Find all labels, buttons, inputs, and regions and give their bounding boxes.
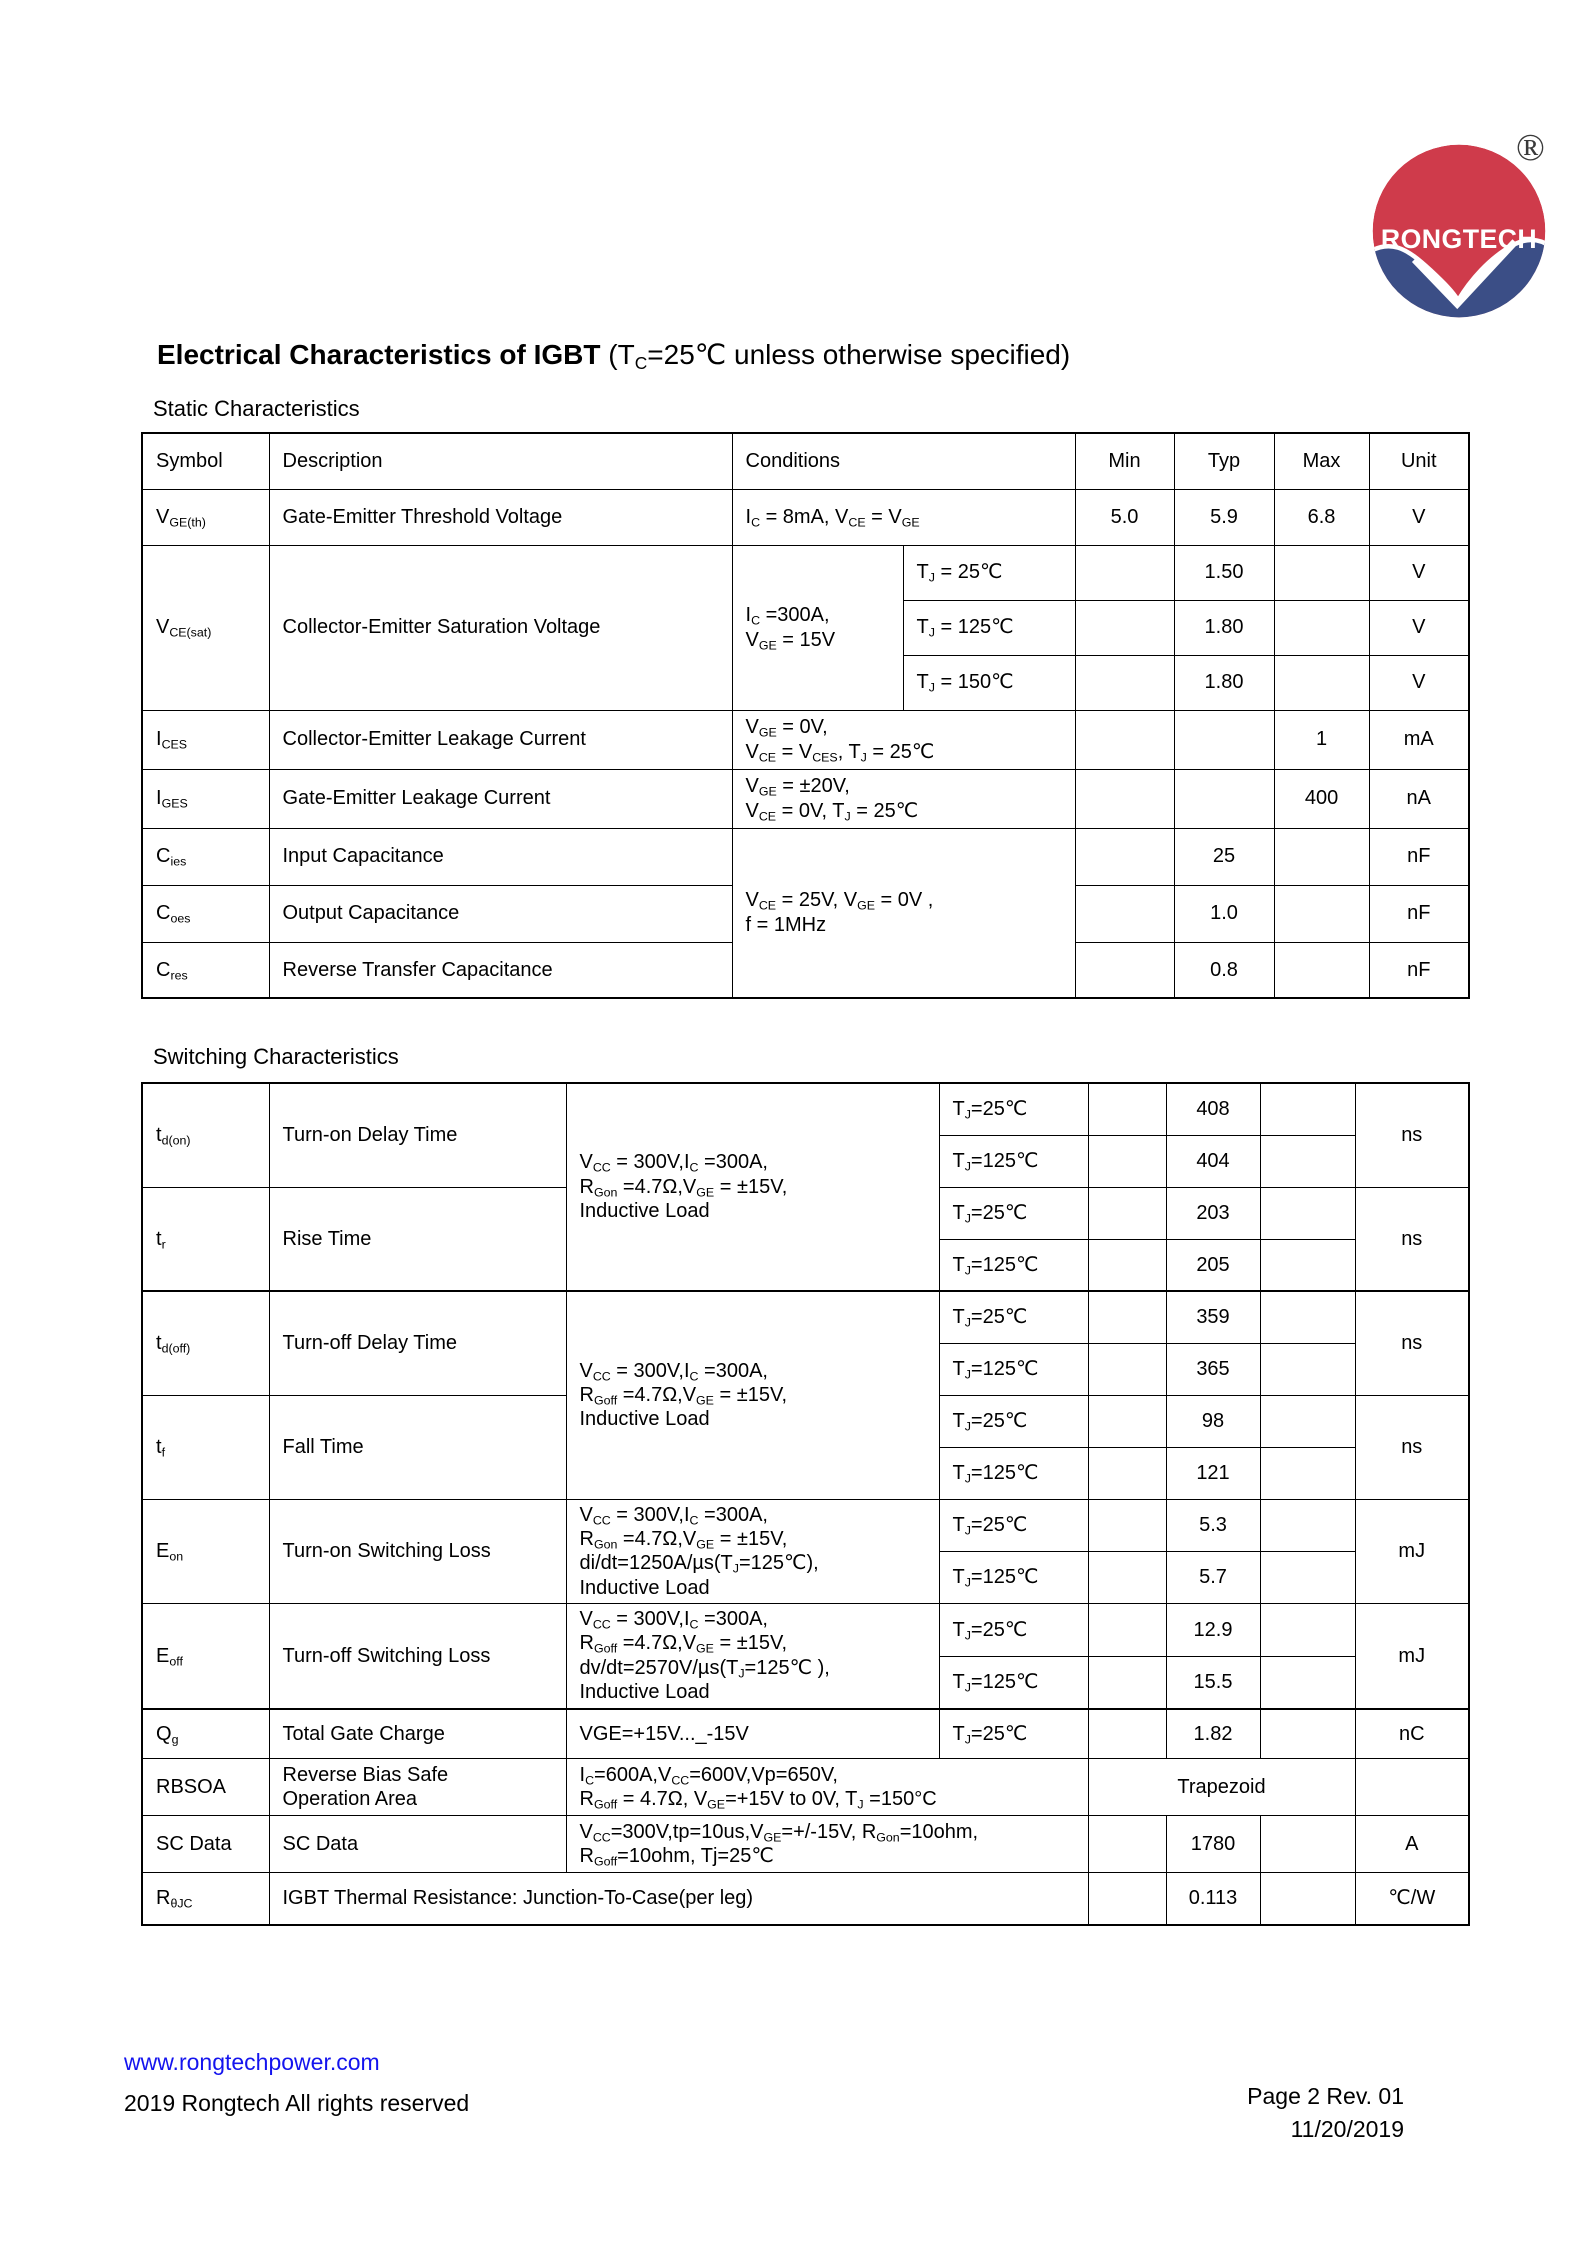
typ-cell: 5.3 — [1166, 1499, 1260, 1551]
min-cell — [1088, 1551, 1166, 1603]
description-cell: Reverse Transfer Capacitance — [269, 942, 732, 998]
tj-cell: $T_J=25℃$ — [939, 1395, 1088, 1447]
min-cell — [1075, 769, 1174, 828]
tj-cell: $T_J$ = 150℃ — [903, 655, 1075, 710]
symbol-cell: $R_{\theta JC}$ — [142, 1873, 269, 1925]
typ-cell: 12.9 — [1166, 1604, 1260, 1657]
min-cell — [1075, 655, 1174, 710]
unit-cell — [1355, 1759, 1469, 1816]
symbol-cell: $Q_g$ — [142, 1709, 269, 1759]
min-cell: 5.0 — [1075, 489, 1174, 545]
conditions-cell: $I_C = 8mA$, $V_{CE} = V_{GE}$ — [732, 489, 1075, 545]
rongtech-logo — [1370, 127, 1587, 330]
unit-cell: V — [1369, 545, 1469, 600]
symbol-cell: RBSOA — [142, 1759, 269, 1816]
min-cell — [1088, 1291, 1166, 1343]
unit-cell: V — [1369, 600, 1469, 655]
header-max: Max — [1274, 433, 1369, 489]
static-section-label: Static Characteristics — [153, 396, 360, 421]
min-cell — [1075, 545, 1174, 600]
table-row — [142, 1291, 1469, 1343]
tj-cell: $T_J=25℃$ — [939, 1291, 1088, 1343]
typ-cell: 5.7 — [1166, 1551, 1260, 1603]
max-cell — [1260, 1499, 1355, 1551]
symbol-cell: $I_{GES}$ — [142, 769, 269, 828]
unit-cell: ns — [1355, 1187, 1469, 1291]
typ-cell: 1.50 — [1174, 545, 1274, 600]
typ-cell: 404 — [1166, 1135, 1260, 1187]
min-cell — [1075, 828, 1174, 885]
max-cell — [1260, 1187, 1355, 1239]
value-cell: Trapezoid — [1088, 1759, 1355, 1816]
description-cell: Collector-Emitter Leakage Current — [269, 710, 732, 769]
unit-cell: nF — [1369, 885, 1469, 942]
unit-cell: ns — [1355, 1395, 1469, 1499]
max-cell — [1260, 1816, 1355, 1873]
switching-characteristics-table — [141, 1082, 1470, 1926]
tj-cell: $T_J=25℃$ — [939, 1604, 1088, 1657]
max-cell — [1260, 1551, 1355, 1603]
unit-cell: nA — [1369, 769, 1469, 828]
typ-cell: 15.5 — [1166, 1656, 1260, 1709]
tj-cell: $T_J$ = 25℃ — [903, 545, 1075, 600]
tj-cell: $T_J=125℃$ — [939, 1343, 1088, 1395]
unit-cell: ns — [1355, 1291, 1469, 1395]
min-cell — [1088, 1447, 1166, 1499]
typ-cell: 365 — [1166, 1343, 1260, 1395]
max-cell — [1260, 1873, 1355, 1925]
symbol-cell: $C_{oes}$ — [142, 885, 269, 942]
tj-cell: $T_J=25℃$ — [939, 1709, 1088, 1759]
header-unit: Unit — [1369, 433, 1469, 489]
unit-cell: nC — [1355, 1709, 1469, 1759]
max-cell — [1274, 828, 1369, 885]
unit-cell: ℃/W — [1355, 1873, 1469, 1925]
table-row — [142, 1604, 1469, 1657]
unit-cell: A — [1355, 1816, 1469, 1873]
typ-cell: 98 — [1166, 1395, 1260, 1447]
switching-section-label: Switching Characteristics — [153, 1044, 399, 1069]
table-row — [142, 1083, 1469, 1135]
typ-cell: 25 — [1174, 828, 1274, 885]
symbol-cell: $C_{res}$ — [142, 942, 269, 998]
symbol-cell: $E_{on}$ — [142, 1499, 269, 1604]
table-row — [142, 1709, 1469, 1759]
table-row — [142, 1759, 1469, 1816]
min-cell — [1075, 942, 1174, 998]
description-cell: SC Data — [269, 1816, 566, 1873]
max-cell — [1260, 1343, 1355, 1395]
min-cell — [1088, 1604, 1166, 1657]
max-cell — [1260, 1604, 1355, 1657]
header-description: Description — [269, 433, 732, 489]
typ-cell: 5.9 — [1174, 489, 1274, 545]
footer-right — [1004, 2080, 1404, 2145]
description-cell: Gate-Emitter Threshold Voltage — [269, 489, 732, 545]
conditions-cell: $V_{CE} = 25V$, $V_{GE} = 0V$ , f = 1MHz — [732, 828, 1075, 998]
unit-cell: mJ — [1355, 1499, 1469, 1604]
min-cell — [1088, 1187, 1166, 1239]
page-title — [157, 337, 1070, 372]
website-link[interactable]: www.rongtechpower.com — [124, 2049, 380, 2075]
symbol-cell: SC Data — [142, 1816, 269, 1873]
min-cell — [1088, 1816, 1166, 1873]
tj-cell: $T_J=25℃$ — [939, 1499, 1088, 1551]
unit-cell: mA — [1369, 710, 1469, 769]
description-cell: Turn-on Switching Loss — [269, 1499, 566, 1604]
tj-cell: $T_J=125℃$ — [939, 1656, 1088, 1709]
max-cell: 1 — [1274, 710, 1369, 769]
table-row — [142, 1499, 1469, 1551]
max-cell — [1260, 1656, 1355, 1709]
header-symbol: Symbol — [142, 433, 269, 489]
header-typ: Typ — [1174, 433, 1274, 489]
max-cell — [1260, 1239, 1355, 1291]
copyright-text: 2019 Rongtech All rights reserved — [124, 2090, 470, 2117]
table-row — [142, 545, 1469, 600]
max-cell — [1274, 885, 1369, 942]
tj-cell: $T_J$ = 125℃ — [903, 600, 1075, 655]
symbol-cell: $V_{CE(sat)}$ — [142, 545, 269, 710]
max-cell — [1260, 1083, 1355, 1135]
conditions-cell: $V_{CC} = 300V,I_C =300A$, $R_{Goff} =4.7\Omega,V_{GE} = \pm 15V$, Inductive Load — [566, 1291, 939, 1499]
description-cell: Collector-Emitter Saturation Voltage — [269, 545, 732, 710]
table-header-row — [142, 433, 1469, 489]
unit-cell: ns — [1355, 1083, 1469, 1187]
min-cell — [1088, 1239, 1166, 1291]
description-cell: Reverse Bias Safe Operation Area — [269, 1759, 566, 1816]
registered-trademark-icon: ® — [1516, 127, 1545, 169]
typ-cell: 408 — [1166, 1083, 1260, 1135]
min-cell — [1088, 1395, 1166, 1447]
description-cell: Rise Time — [269, 1187, 566, 1291]
description-cell: Turn-on Delay Time — [269, 1083, 566, 1187]
symbol-cell: $t_r$ — [142, 1187, 269, 1291]
min-cell — [1088, 1709, 1166, 1759]
typ-cell: 205 — [1166, 1239, 1260, 1291]
min-cell — [1075, 710, 1174, 769]
typ-cell: 1.80 — [1174, 655, 1274, 710]
tj-cell: $T_J=125℃$ — [939, 1447, 1088, 1499]
description-cell: Fall Time — [269, 1395, 566, 1499]
conditions-cell: $V_{GE} = \pm 20V$, $V_{CE} = 0V$, $T_J$ = 25℃ — [732, 769, 1075, 828]
typ-cell: 1.0 — [1174, 885, 1274, 942]
header-conditions: Conditions — [732, 433, 1075, 489]
max-cell: 400 — [1274, 769, 1369, 828]
description-cell: Gate-Emitter Leakage Current — [269, 769, 732, 828]
min-cell — [1088, 1499, 1166, 1551]
typ-cell: 121 — [1166, 1447, 1260, 1499]
table-row — [142, 1816, 1469, 1873]
unit-cell: V — [1369, 655, 1469, 710]
conditions-cell: VGE=+15V..._-15V — [566, 1709, 939, 1759]
description-cell: Turn-off Delay Time — [269, 1291, 566, 1395]
symbol-cell: $V_{GE(th)}$ — [142, 489, 269, 545]
tj-cell: $T_J=125℃$ — [939, 1135, 1088, 1187]
page-title-main: Electrical Characteristics of IGBT — [157, 339, 601, 370]
description-cell: IGBT Thermal Resistance: Junction-To-Case(per leg) — [269, 1873, 1088, 1925]
description-cell: Output Capacitance — [269, 885, 732, 942]
typ-cell — [1174, 769, 1274, 828]
conditions-cell: $V_{CC}=300V,tp=10us,V_{GE}=+/-15V$, $R_{Gon}=10ohm$, $R_{Goff}=10ohm$, Tj=25℃ — [566, 1816, 1088, 1873]
max-cell — [1260, 1447, 1355, 1499]
unit-cell: mJ — [1355, 1604, 1469, 1709]
table-row — [142, 1873, 1469, 1925]
symbol-cell: $E_{off}$ — [142, 1604, 269, 1709]
conditions-cell: $I_C=600A,V_{CC}=600V,Vp=650V$, $R_{Goff} = 4.7\Omega$, $V_{GE}=+15V$ to 0V, $T_J =150^\circ C$ — [566, 1759, 1088, 1816]
typ-cell: 0.8 — [1174, 942, 1274, 998]
symbol-cell: $t_{d(off)}$ — [142, 1291, 269, 1395]
description-cell: Input Capacitance — [269, 828, 732, 885]
max-cell — [1274, 655, 1369, 710]
page-revision-text: Page 2 Rev. 01 — [1247, 2083, 1404, 2109]
min-cell — [1088, 1135, 1166, 1187]
tj-cell: $T_J=25℃$ — [939, 1083, 1088, 1135]
symbol-cell: $t_f$ — [142, 1395, 269, 1499]
typ-cell: 0.113 — [1166, 1873, 1260, 1925]
unit-cell: nF — [1369, 942, 1469, 998]
date-text: 11/20/2019 — [1290, 2115, 1404, 2142]
footer-left — [124, 2042, 469, 2125]
conditions-cell: $I_C =300A$, $V_{GE} = 15V$ — [732, 545, 903, 710]
table-row — [142, 769, 1469, 828]
min-cell — [1088, 1873, 1166, 1925]
typ-cell: 1780 — [1166, 1816, 1260, 1873]
description-cell: Turn-off Switching Loss — [269, 1604, 566, 1709]
min-cell — [1088, 1083, 1166, 1135]
typ-cell: 1.82 — [1166, 1709, 1260, 1759]
max-cell — [1260, 1135, 1355, 1187]
table-row — [142, 828, 1469, 885]
typ-cell — [1174, 710, 1274, 769]
description-cell: Total Gate Charge — [269, 1709, 566, 1759]
page-title-suffix: ($T_C=25℃$ unless otherwise specified) — [608, 339, 1071, 374]
max-cell — [1260, 1395, 1355, 1447]
header-min: Min — [1075, 433, 1174, 489]
unit-cell: nF — [1369, 828, 1469, 885]
tj-cell: $T_J=125℃$ — [939, 1551, 1088, 1603]
min-cell — [1088, 1656, 1166, 1709]
static-characteristics-table — [141, 432, 1470, 999]
tj-cell: $T_J=25℃$ — [939, 1187, 1088, 1239]
symbol-cell: $C_{ies}$ — [142, 828, 269, 885]
max-cell — [1260, 1291, 1355, 1343]
symbol-cell: $t_{d(on)}$ — [142, 1083, 269, 1187]
max-cell — [1274, 942, 1369, 998]
typ-cell: 203 — [1166, 1187, 1260, 1239]
typ-cell: 359 — [1166, 1291, 1260, 1343]
typ-cell: 1.80 — [1174, 600, 1274, 655]
conditions-cell: $V_{GE} = 0V$, $V_{CE} = V_{CES}$, $T_J$ = 25℃ — [732, 710, 1075, 769]
min-cell — [1075, 600, 1174, 655]
min-cell — [1075, 885, 1174, 942]
min-cell — [1088, 1343, 1166, 1395]
max-cell — [1274, 545, 1369, 600]
max-cell — [1274, 600, 1369, 655]
unit-cell: V — [1369, 489, 1469, 545]
max-cell: 6.8 — [1274, 489, 1369, 545]
max-cell — [1260, 1709, 1355, 1759]
conditions-cell: $V_{CC} = 300V,I_C =300A$, $R_{Gon} =4.7\Omega,V_{GE} = \pm 15V$, $di/dt=1250A/\mu s(T_J=125℃)$, Inductive Load — [566, 1499, 939, 1604]
conditions-cell: $V_{CC} = 300V,I_C =300A$, $R_{Gon} =4.7\Omega,V_{GE} = \pm 15V$, Inductive Load — [566, 1083, 939, 1291]
table-row — [142, 710, 1469, 769]
tj-cell: $T_J=125℃$ — [939, 1239, 1088, 1291]
symbol-cell: $I_{CES}$ — [142, 710, 269, 769]
logo-brand-text: RONGTECH — [1380, 223, 1538, 254]
conditions-cell: $V_{CC} = 300V,I_C =300A$, $R_{Goff} =4.7\Omega,V_{GE} = \pm 15V$, $dv/dt=2570V/\mu s(T_J=125℃$ ), Inductive Load — [566, 1604, 939, 1709]
table-row — [142, 489, 1469, 545]
